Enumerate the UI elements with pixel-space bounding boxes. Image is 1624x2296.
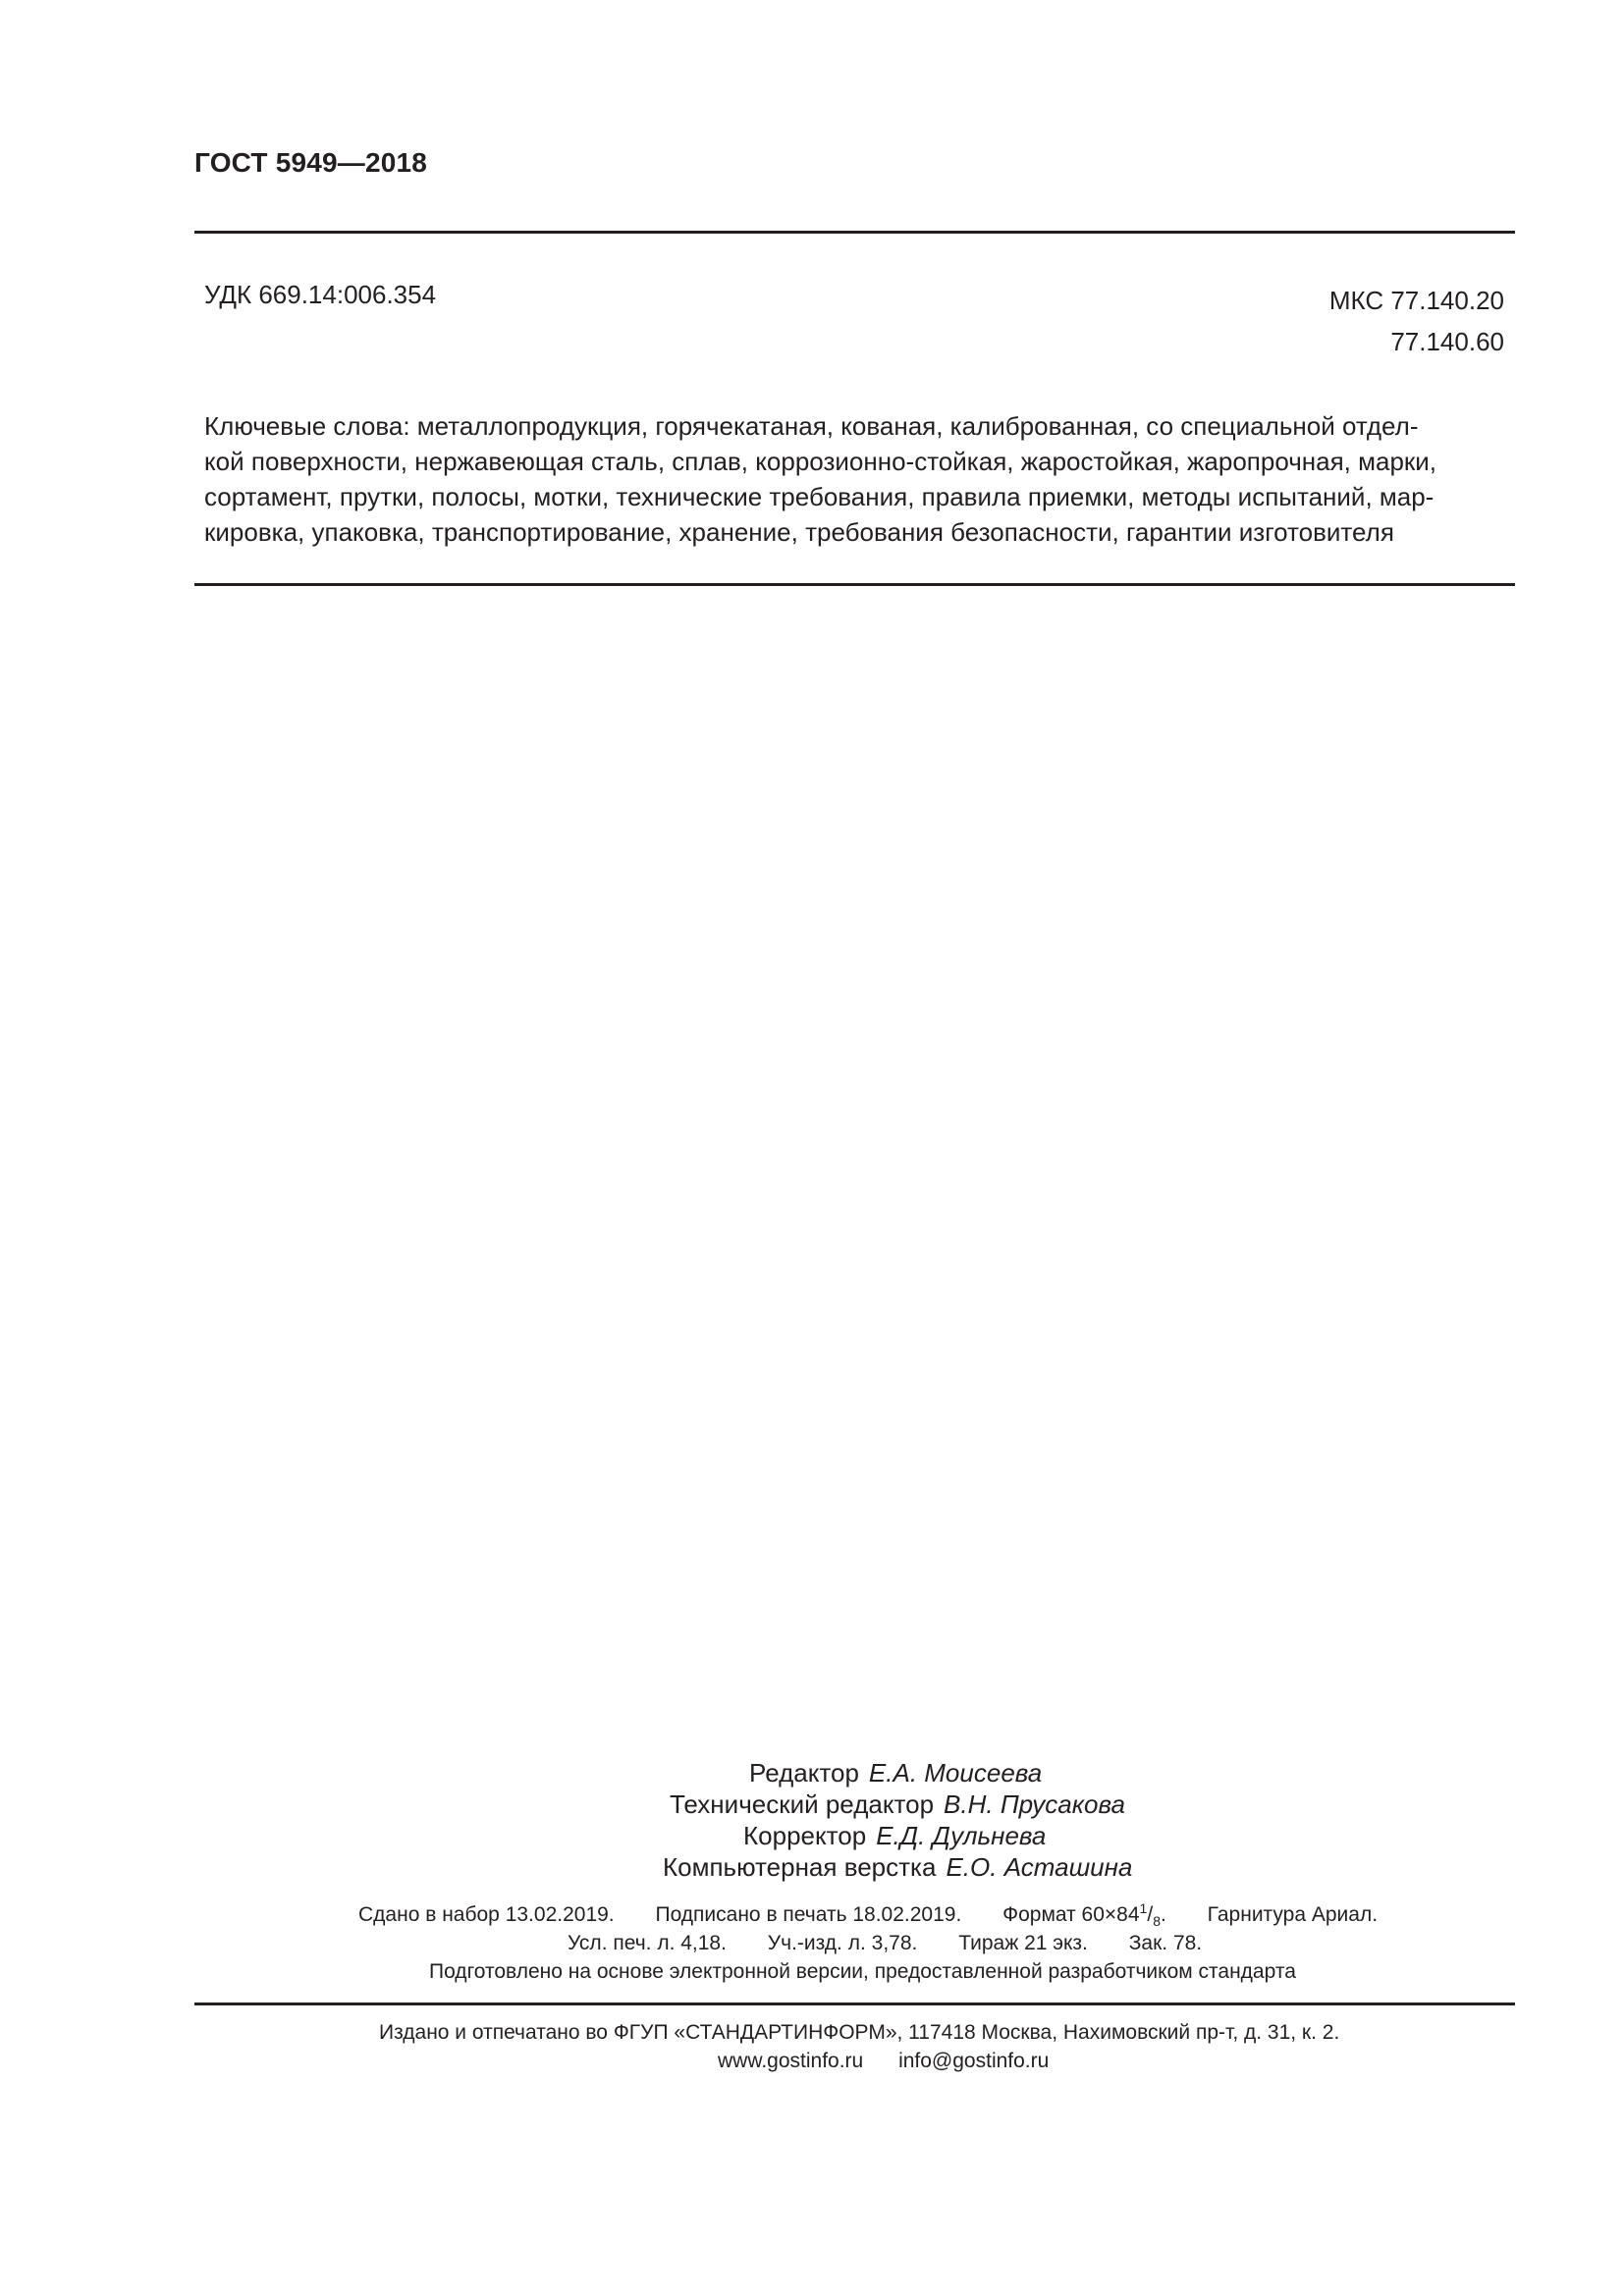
- mks-code-2: 77.140.60: [1390, 327, 1504, 356]
- mks-code-1: МКС 77.140.20: [1328, 286, 1504, 315]
- publisher-address: Издано и отпечатано во ФГУП «СТАНДАРТИНФОРМ», 117418 Москва, Нахимовский пр-т, д. 31, к. 2.: [379, 2021, 1340, 2044]
- credit-role: Корректор: [743, 1821, 867, 1850]
- credit-name: В.Н. Прусакова: [944, 1789, 1125, 1819]
- keywords-line: сортамент, прутки, полосы, мотки, технические требования, правила приемки, методы испытаний, мар-: [204, 482, 1435, 511]
- publisher-contacts: [718, 2047, 1049, 2075]
- imprint-order: Зак. 78.: [1128, 1932, 1203, 1954]
- imprint-signed: Подписано в печать 18.02.2019.: [655, 1903, 962, 1926]
- imprint-line-2: [568, 1929, 1202, 1957]
- credit-role: Редактор: [749, 1758, 859, 1788]
- keywords-divider: [194, 583, 1515, 586]
- credit-layout: [663, 1851, 1624, 1883]
- keywords-line: кой поверхности, нержавеющая сталь, сплав, коррозионно-стойкая, жаростойкая, жаропрочная, марки,: [204, 447, 1437, 476]
- credits-block: [0, 1757, 1624, 1883]
- credit-name: Е.Д. Дульнева: [876, 1821, 1047, 1850]
- imprint-print-sheets: Усл. печ. л. 4,18.: [568, 1932, 727, 1954]
- mks-codes: [1329, 280, 1504, 362]
- udk-code: УДК 669.14:006.354: [204, 280, 437, 309]
- credit-role: Технический редактор: [670, 1789, 935, 1819]
- imprint-prepared-note: Подготовлено на основе электронной версии, предоставленной разработчиком стандарта: [429, 1960, 1296, 1983]
- credit-name: Е.А. Моисеева: [868, 1758, 1043, 1788]
- credit-tech-editor: [670, 1789, 1624, 1820]
- imprint-circulation: Тираж 21 экз.: [958, 1932, 1088, 1954]
- credit-role: Компьютерная верстка: [663, 1852, 937, 1882]
- keywords-line: кировка, упаковка, транспортирование, хранение, требования безопасности, гарантии изготовителя: [204, 517, 1394, 547]
- standard-code: ГОСТ 5949—2018: [194, 147, 428, 178]
- publisher-website[interactable]: www.gostinfo.ru: [718, 2050, 864, 2072]
- credit-proofreader: [743, 1820, 1624, 1851]
- imprint-format: Формат $60\times 84^1/_8$.: [1002, 1900, 1166, 1930]
- imprint-typeface: Гарнитура Ариал.: [1207, 1903, 1379, 1926]
- credit-name: Е.О. Асташина: [946, 1852, 1133, 1882]
- imprint-line-1: [358, 1900, 1378, 1929]
- imprint-pub-sheets: Уч.-изд. л. 3,78.: [767, 1932, 918, 1954]
- top-divider: [194, 231, 1515, 234]
- keywords-block: [204, 408, 1506, 550]
- keywords-line: Ключевые слова: металлопродукция, горячекатаная, кованая, калиброванная, со специальной отдел-: [204, 411, 1419, 441]
- credit-editor: [749, 1757, 1624, 1789]
- imprint-submitted: Сдано в набор 13.02.2019.: [358, 1903, 615, 1926]
- publisher-email[interactable]: info@gostinfo.ru: [898, 2050, 1050, 2072]
- imprint-divider: [194, 2002, 1515, 2005]
